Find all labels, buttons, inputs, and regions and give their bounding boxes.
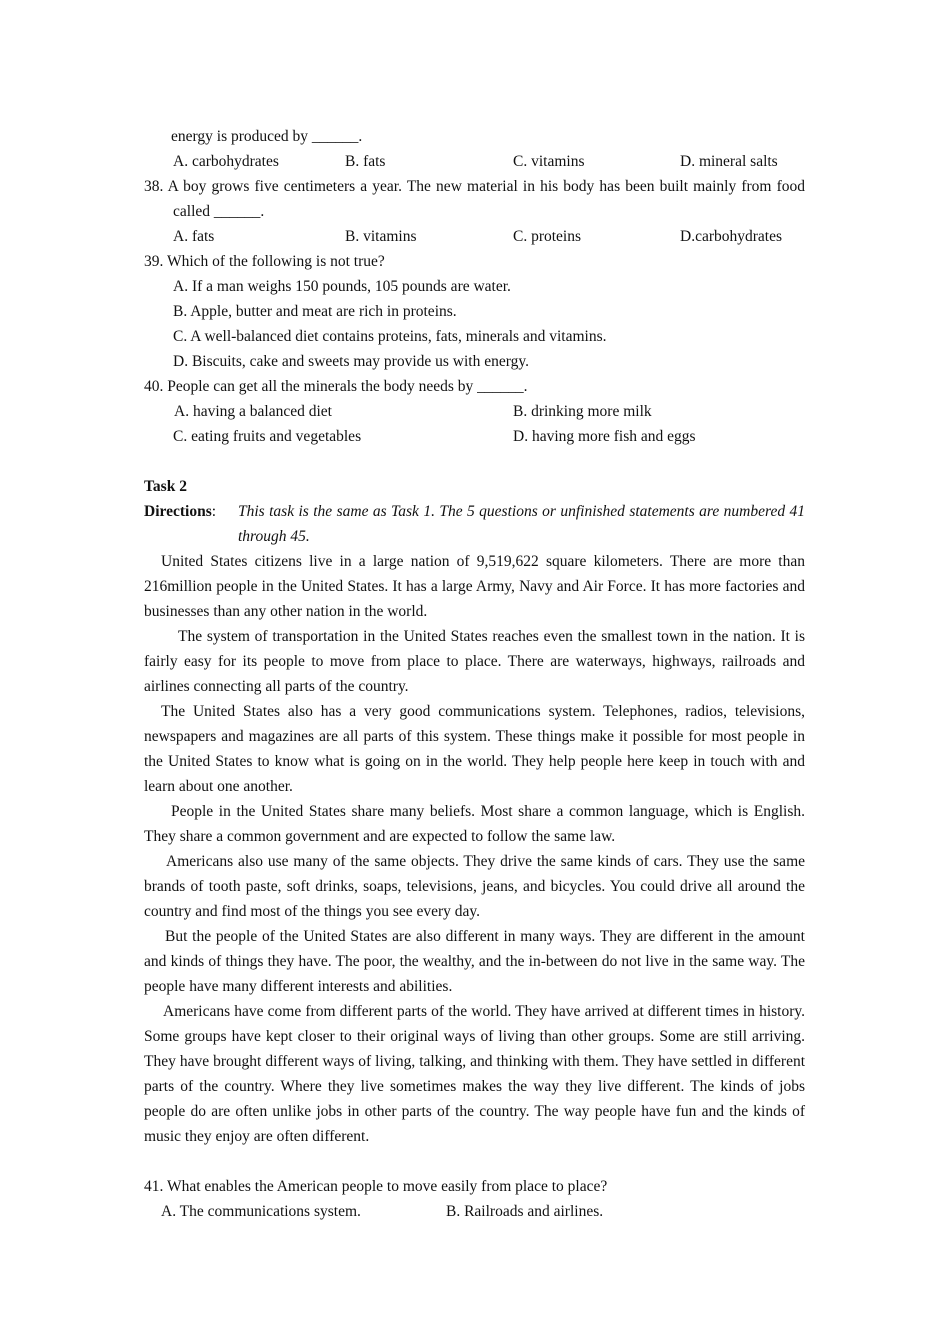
option-a: A. If a man weighs 150 pounds, 105 pounds are water.	[173, 278, 511, 295]
passage-paragraph: But the people of the United States are also different in many ways. They are different in the amount and kinds of things they have. The poor, the wealthy, and the in-between do not live in the same way. The people have many different interests and abilities.	[144, 928, 805, 995]
passage-paragraph: The system of transportation in the United States reaches even the smallest town in the nation. It is fairly easy for its people to move from place to place. There are waterways, highways, railroads and airlines connecting all parts of the country.	[144, 628, 805, 695]
option-c: C. proteins	[513, 228, 582, 245]
option-c: C. eating fruits and vegetables	[173, 428, 362, 445]
question-41: 41. What enables the American people to move easily from place to place?	[144, 1178, 608, 1195]
passage-paragraph: Americans have come from different parts of the world. They have arrived at different times in history. Some groups have kept closer to their original ways of living than other groups. Some are still arriving. They have brought different ways of living, talking, and thinking with them. They have settled in different parts of the country. Where they live sometimes makes the way they live different. The kinds of jobs people do are often unlike jobs in other parts of the country. The way people have fun and the kinds of music they enjoy are often different.	[144, 1003, 805, 1145]
option-c: C. A well-balanced diet contains proteins, fats, minerals and vitamins.	[173, 328, 607, 345]
option-d: D. mineral salts	[680, 153, 778, 170]
directions-text: This task is the same as Task 1. The 5 questions or unfinished statements are numbered 41 through 45.	[238, 503, 805, 545]
passage-paragraph: United States citizens live in a large nation of 9,519,622 square kilometers. There are more than 216million people in the United States. It has a large Army, Navy and Air Force. It has more factories and businesses than any other nation in the world.	[144, 553, 805, 620]
option-a: A. The communications system.	[161, 1203, 361, 1220]
option-b: B. Apple, butter and meat are rich in proteins.	[173, 303, 457, 320]
option-c: C. vitamins	[513, 153, 585, 170]
option-b: B. vitamins	[345, 228, 417, 245]
passage-paragraph: Americans also use many of the same objects. They drive the same kinds of cars. They use the same brands of tooth paste, soft drinks, soaps, televisions, jeans, and bicycles. You could drive all around the country and find most of the things you see every day.	[144, 853, 805, 920]
question-40-options-row1	[144, 399, 805, 424]
directions	[144, 499, 805, 549]
question-40-options-row2	[144, 424, 805, 449]
task-title: Task 2	[144, 478, 187, 495]
passage-paragraph: People in the United States share many beliefs. Most share a common language, which is English. They share a common government and are expected to follow the same law.	[144, 803, 805, 845]
passage-paragraph: The United States also has a very good communications system. Telephones, radios, televisions, newspapers and magazines are all parts of this system. These things make it possible for most people in the United States to know what is going on in the world. They help people here keep in touch with and learn about one another.	[144, 703, 805, 795]
option-b: B. fats	[345, 153, 386, 170]
exam-page	[144, 124, 805, 1224]
option-d: D.carbohydrates	[680, 228, 782, 245]
option-d: D. having more fish and eggs	[513, 428, 696, 445]
option-d: D. Biscuits, cake and sweets may provide us with energy.	[173, 353, 529, 370]
question-39: 39. Which of the following is not true?	[144, 253, 385, 270]
option-b: B. Railroads and airlines.	[446, 1203, 604, 1220]
directions-label: Directions:	[144, 503, 217, 520]
option-a: A. having a balanced diet	[174, 403, 332, 420]
question-40: 40. People can get all the minerals the body needs by ______.	[144, 378, 528, 395]
option-a: A. fats	[173, 228, 215, 245]
question-37-options	[144, 149, 805, 174]
question-38: 38. A boy grows five centimeters a year. The new material in his body has been built mainly from food called ______.	[144, 178, 805, 220]
question-41-options	[144, 1199, 805, 1224]
question-38-options	[144, 224, 805, 249]
option-a: A. carbohydrates	[173, 153, 279, 170]
option-b: B. drinking more milk	[513, 403, 652, 420]
question-37-tail: energy is produced by ______.	[171, 128, 363, 145]
